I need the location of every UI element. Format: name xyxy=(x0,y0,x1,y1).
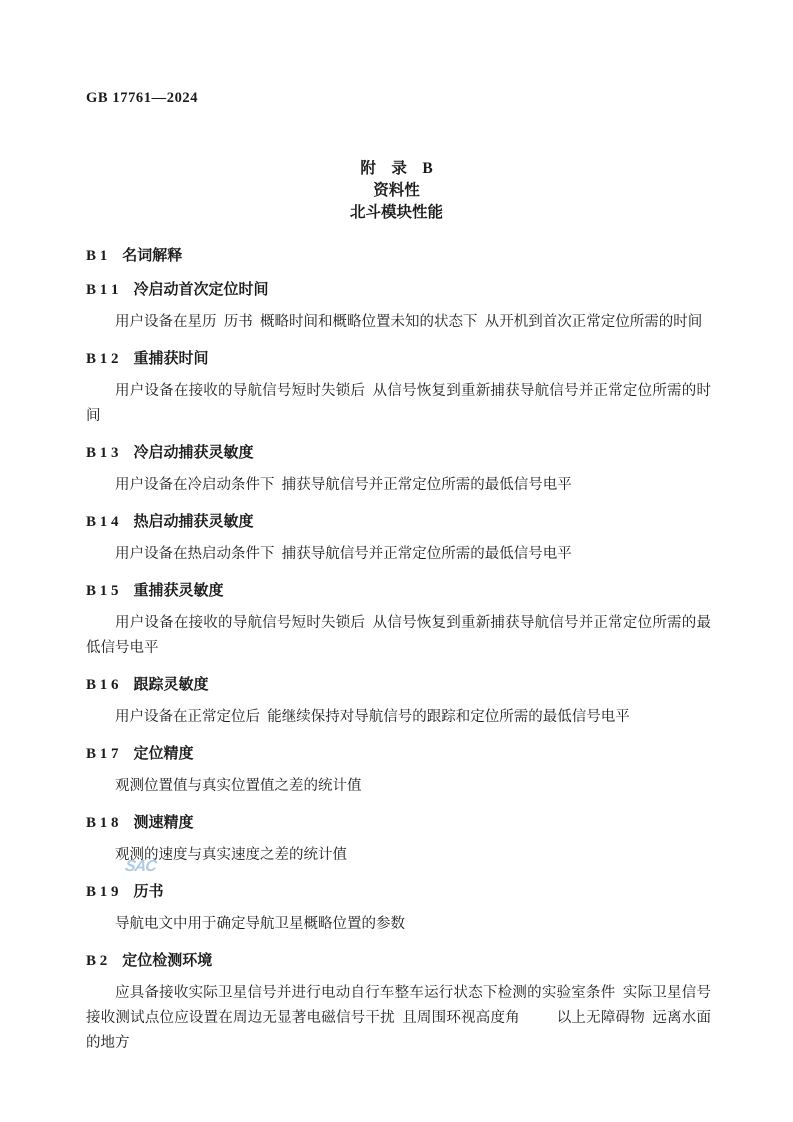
document-section xyxy=(86,813,711,868)
section-paragraph: 观测的速度与真实速度之差的统计值 xyxy=(115,847,347,863)
document-section xyxy=(86,951,711,1056)
section-paragraph: 用户设备在热启动条件下 捕获导航信号并正常定位所需的最低信号电平 xyxy=(115,546,572,562)
section-heading: B 1 4 热启动捕获灵敏度 xyxy=(86,514,254,530)
document-section xyxy=(86,581,711,661)
standard-number-header: GB 17761—2024 xyxy=(86,90,199,106)
document-section xyxy=(86,512,711,567)
appendix-body xyxy=(86,246,711,1056)
document-section xyxy=(86,675,711,730)
section-heading: B 1 8 测速精度 xyxy=(86,815,194,831)
sac-watermark: SAC xyxy=(123,858,158,875)
appendix-title-block xyxy=(0,158,793,224)
appendix-title-line3: 北斗模块性能 xyxy=(349,204,443,221)
section-paragraph: 应具备接收实际卫星信号并进行电动自行车整车运行状态下检测的实验室条件 实际卫星信号接收测试点位应设置在周边无显著电磁信号干扰 且周围环视高度角 以上无障碍物 远离水面的地方 xyxy=(86,985,711,1051)
document-section xyxy=(86,744,711,799)
section-paragraph: 用户设备在正常定位后 能继续保持对导航信号的跟踪和定位所需的最低信号电平 xyxy=(115,709,630,725)
section-paragraph: 用户设备在星历 历书 概略时间和概略位置未知的状态下 从开机到首次正常定位所需的时间 xyxy=(115,314,703,330)
section-heading: B 1 2 重捕获时间 xyxy=(86,351,209,367)
document-section xyxy=(86,246,711,266)
section-heading: B 2 定位检测环境 xyxy=(86,953,213,969)
document-section xyxy=(86,349,711,429)
section-heading: B 1 7 定位精度 xyxy=(86,746,194,762)
section-paragraph: 用户设备在冷启动条件下 捕获导航信号并正常定位所需的最低信号电平 xyxy=(115,477,572,493)
section-heading: B 1 6 跟踪灵敏度 xyxy=(86,677,209,693)
section-heading: B 1 3 冷启动捕获灵敏度 xyxy=(86,445,254,461)
section-heading: B 1 5 重捕获灵敏度 xyxy=(86,583,224,599)
document-section xyxy=(86,882,711,937)
section-paragraph: 用户设备在接收的导航信号短时失锁后 从信号恢复到重新捕获导航信号并正常定位所需的时间 xyxy=(86,383,711,424)
section-heading: B 1 1 冷启动首次定位时间 xyxy=(86,282,269,298)
section-paragraph: 观测位置值与真实位置值之差的统计值 xyxy=(115,778,362,794)
appendix-title-line1: 附 录 B xyxy=(360,160,433,177)
section-heading: B 1 名词解释 xyxy=(86,248,183,264)
section-paragraph: 导航电文中用于确定导航卫星概略位置的参数 xyxy=(115,916,405,932)
section-paragraph: 用户设备在接收的导航信号短时失锁后 从信号恢复到重新捕获导航信号并正常定位所需的最低信号电平 xyxy=(86,615,711,656)
document-section xyxy=(86,443,711,498)
appendix-title-line2: 资料性 xyxy=(373,182,420,199)
document-section xyxy=(86,280,711,335)
section-heading: B 1 9 历书 xyxy=(86,884,164,900)
